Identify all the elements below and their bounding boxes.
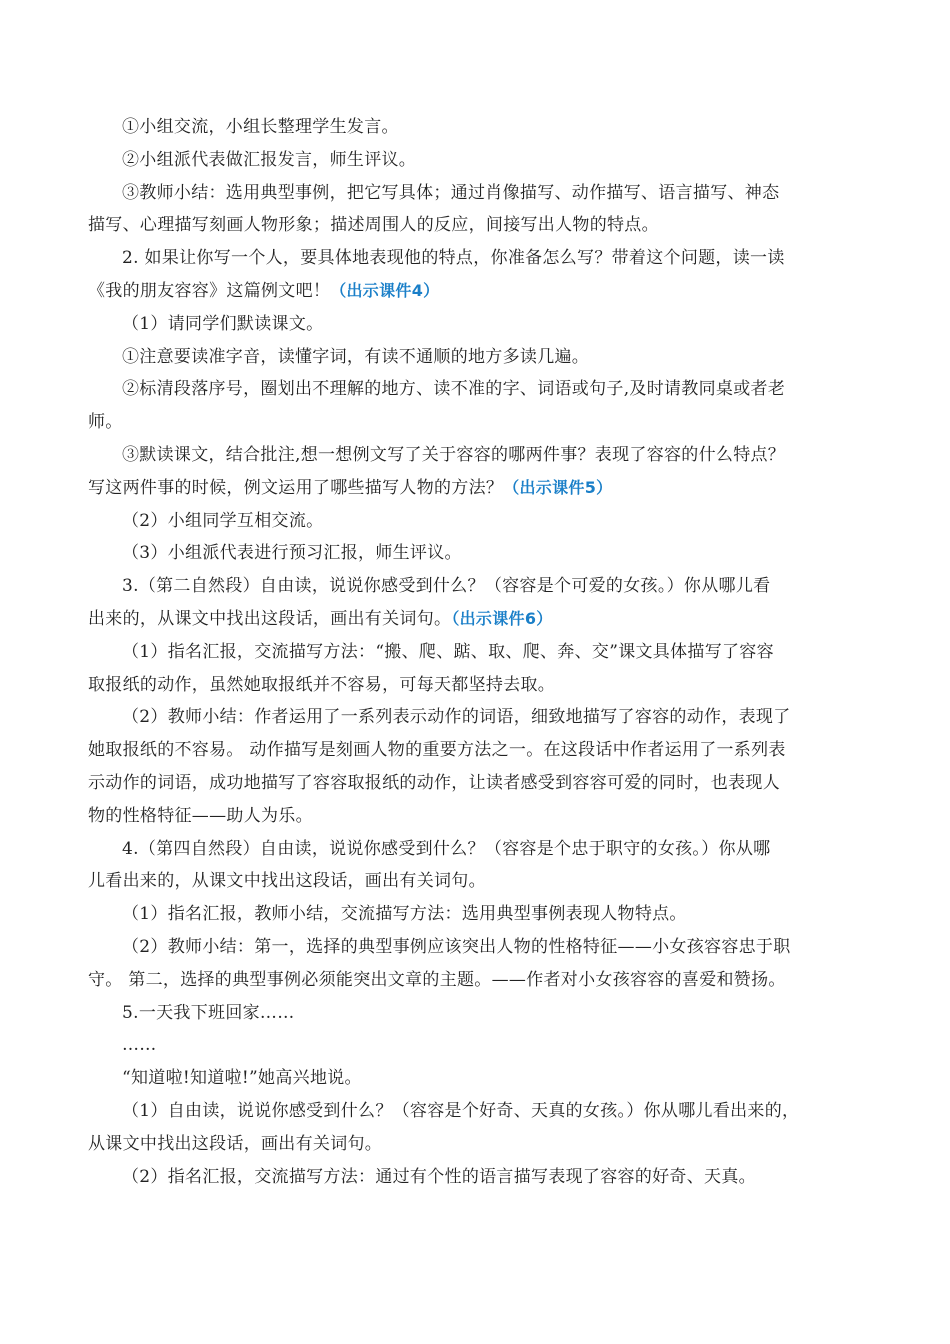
text-line [88, 242, 878, 275]
line-text: ①注意要读准字音，读懂字词，有读不通顺的地方多读几遍。 [122, 346, 590, 367]
line-text: 写这两件事的时候，例文运用了哪些描写人物的方法？ [88, 477, 504, 498]
text-line [88, 1095, 878, 1128]
line-text: 她取报纸的不容易。 动作描写是刻画人物的重要方法之一。在这段话中作者运用了一系列表 [88, 740, 786, 761]
text-line [88, 800, 878, 833]
line-text: （1）自由读，说说你感受到什么？（容容是个好奇、天真的女孩。）你从哪儿看出来的， [122, 1100, 800, 1121]
text-line [88, 701, 878, 734]
line-text: 3.（第二自然段）自由读，说说你感受到什么？（容容是个可爱的女孩。）你从哪儿看 [122, 576, 771, 597]
line-text: ③默读课文，结合批注,想一想例文写了关于容容的哪两件事？表现了容容的什么特点？ [122, 444, 786, 465]
line-text: （3）小组派代表进行预习汇报，师生评议。 [122, 543, 462, 564]
text-line [88, 275, 878, 308]
line-text: （1）指名汇报，交流描写方法：“搬、爬、踮、取、爬、奔、交”课文具体描写了容容 [122, 641, 774, 662]
line-text: （2）小组同学互相交流。 [122, 510, 324, 531]
text-line [88, 472, 878, 505]
line-text: 儿看出来的，从课文中找出这段话，画出有关词句。 [88, 871, 486, 892]
text-line [88, 209, 878, 242]
line-text: （2）教师小结：作者运用了一系列表示动作的词语，细致地描写了容容的动作，表现了 [122, 707, 791, 728]
line-text: 取报纸的动作，虽然她取报纸并不容易，可每天都坚持去取。 [88, 674, 556, 695]
line-text: ②小组派代表做汇报发言，师生评议。 [122, 149, 417, 170]
text-line [88, 439, 878, 472]
text-line [88, 833, 878, 866]
text-line [88, 505, 878, 538]
line-text: …… [122, 1035, 157, 1056]
text-line [88, 636, 878, 669]
line-text: 出来的，从课文中找出这段话，画出有关词句。 [88, 608, 452, 629]
text-line [88, 964, 878, 997]
line-text: ②标清段落序号，圈划出不理解的地方、读不准的字、词语或句子,及时请教同桌或者老 [122, 379, 786, 400]
text-line [88, 898, 878, 931]
text-line [88, 603, 878, 636]
text-line [88, 570, 878, 603]
line-text: 5.一天我下班回家…… [122, 1002, 295, 1023]
line-text: （2）教师小结：第一，选择的典型事例应该突出人物的性格特征——小女孩容容忠于职 [122, 936, 791, 957]
text-line [88, 177, 878, 210]
line-text: 从课文中找出这段话，画出有关词句。 [88, 1133, 383, 1154]
line-text: 4.（第四自然段）自由读，说说你感受到什么？（容容是个忠于职守的女孩。）你从哪 [122, 838, 771, 859]
text-line [88, 373, 878, 406]
courseware-reference: （出示课件5） [503, 477, 613, 497]
line-text: 2. 如果让你写一个人，要具体地表现他的特点，你准备怎么写？带着这个问题，读一读 [122, 248, 785, 269]
text-line [88, 865, 878, 898]
text-line [88, 1062, 878, 1095]
text-line [88, 1029, 878, 1062]
line-text: ①小组交流，小组长整理学生发言。 [122, 117, 399, 137]
courseware-reference: （出示课件4） [330, 280, 440, 300]
line-text: 师。 [88, 412, 123, 433]
text-line [88, 1128, 878, 1161]
text-line [88, 144, 878, 177]
document-body [88, 111, 878, 1193]
text-line [88, 931, 878, 964]
line-text: 物的性格特征——助人为乐。 [88, 805, 313, 826]
line-text: 示动作的词语，成功地描写了容容取报纸的动作，让读者感受到容容可爱的同时，也表现人 [88, 772, 780, 793]
line-text: （1）指名汇报，教师小结，交流描写方法：选用典型事例表现人物特点。 [122, 904, 687, 925]
text-line [88, 734, 878, 767]
line-text: ③教师小结：选用典型事例，把它写具体；通过肖像描写、动作描写、语言描写、神态 [122, 182, 780, 203]
text-line [88, 537, 878, 570]
line-text: “知道啦!知道啦!”她高兴地说。 [122, 1068, 362, 1089]
text-line [88, 1161, 878, 1194]
text-line [88, 406, 878, 439]
text-line [88, 308, 878, 341]
line-text: （2）指名汇报，交流描写方法：通过有个性的语言描写表现了容容的好奇、天真。 [122, 1166, 756, 1187]
courseware-reference: （出示课件6） [451, 608, 553, 628]
line-text: 描写、心理描写刻画人物形象；描述周围人的反应，间接写出人物的特点。 [88, 215, 659, 236]
text-line [88, 341, 878, 374]
text-line [88, 669, 878, 702]
line-text: 守。 第二，选择的典型事例必须能突出文章的主题。——作者对小女孩容容的喜爱和赞扬。 [88, 969, 786, 990]
text-line [88, 767, 878, 800]
text-line [88, 111, 878, 144]
text-line [88, 997, 878, 1030]
line-text: 《我的朋友容容》这篇例文吧！ [88, 280, 331, 301]
line-text: （1）请同学们默读课文。 [122, 313, 324, 334]
